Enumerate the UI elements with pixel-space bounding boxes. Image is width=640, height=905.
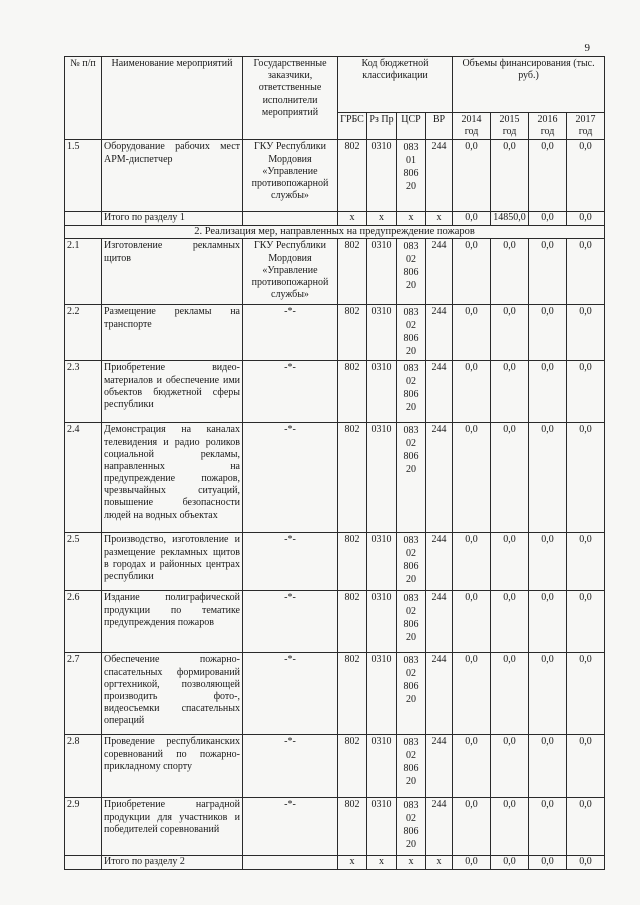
table-row xyxy=(65,361,605,423)
total-2016: 0,0 xyxy=(529,856,567,869)
row-rzpr: 0310 xyxy=(367,423,397,533)
row-2015: 0,0 xyxy=(491,239,529,305)
row-number: 2.1 xyxy=(65,239,102,305)
row-number: 2.8 xyxy=(65,735,102,798)
row-customer: -*- xyxy=(243,798,338,856)
section1-body xyxy=(65,140,605,212)
row-name: Приобретение наградной продукции для участников и победителей соревнований xyxy=(102,798,243,856)
header-budget-code: Код бюджетной классификации xyxy=(338,57,453,113)
row-name: Демонстрация на каналах телевидения и радио роликов социальной рекламы, направленных на предупреждение пожаров, чрезвычайных ситуаций, повышение безопасности людей на водных объектах xyxy=(102,423,243,533)
row-2016: 0,0 xyxy=(529,735,567,798)
total-2016: 0,0 xyxy=(529,212,567,225)
total-vr: x xyxy=(426,856,453,869)
row-2014: 0,0 xyxy=(453,305,491,361)
header-2016: 2016 год xyxy=(529,113,567,140)
table-row xyxy=(65,735,605,798)
row-2014: 0,0 xyxy=(453,653,491,735)
total-2014: 0,0 xyxy=(453,856,491,869)
row-vr: 244 xyxy=(426,305,453,361)
row-name: Издание полиграфической продукции по тематике предупреждения пожаров xyxy=(102,591,243,653)
row-2014: 0,0 xyxy=(453,591,491,653)
csr-code-part: 20 xyxy=(406,280,416,292)
row-rzpr: 0310 xyxy=(367,239,397,305)
row-csr xyxy=(397,140,426,212)
row-number: 2.7 xyxy=(65,653,102,735)
row-name: Размещение рекламы на транспорте xyxy=(102,305,243,361)
total-grbs: x xyxy=(338,856,367,869)
csr-code-part: 02 xyxy=(406,606,416,618)
row-name: Приобретение видео-материалов и обеспечение ими объектов бюджетной сферы республики xyxy=(102,361,243,423)
row-2015: 0,0 xyxy=(491,591,529,653)
row-rzpr: 0310 xyxy=(367,798,397,856)
csr-code-part: 806 xyxy=(403,681,419,693)
header-2014: 2014 год xyxy=(453,113,491,140)
row-2017: 0,0 xyxy=(567,239,605,305)
row-2017: 0,0 xyxy=(567,653,605,735)
csr-code-part: 02 xyxy=(406,376,416,388)
row-2014: 0,0 xyxy=(453,239,491,305)
row-csr xyxy=(397,653,426,735)
section2-title: 2. Реализация мер, направленных на предупреждение пожаров xyxy=(65,225,605,239)
row-2016: 0,0 xyxy=(529,305,567,361)
row-number: 2.6 xyxy=(65,591,102,653)
row-rzpr: 0310 xyxy=(367,361,397,423)
row-name: Обеспечение пожарно-спасательных формирований оргтехникой, позволяющей производить фото-, видеосъемки спасательных операций xyxy=(102,653,243,735)
row-rzpr: 0310 xyxy=(367,533,397,591)
total-row-2 xyxy=(65,856,605,869)
csr-code-part: 20 xyxy=(406,402,416,414)
row-vr: 244 xyxy=(426,239,453,305)
csr-code-part: 20 xyxy=(406,574,416,586)
row-2017: 0,0 xyxy=(567,798,605,856)
row-customer: -*- xyxy=(243,533,338,591)
csr-code-part: 20 xyxy=(406,839,416,851)
csr-code-part: 20 xyxy=(406,694,416,706)
row-vr: 244 xyxy=(426,798,453,856)
csr-code-part: 806 xyxy=(403,561,419,573)
csr-code-part: 083 xyxy=(403,655,419,667)
row-2016: 0,0 xyxy=(529,140,567,212)
total-vr: x xyxy=(426,212,453,225)
row-2015: 0,0 xyxy=(491,798,529,856)
csr-code-part: 083 xyxy=(403,307,419,319)
row-customer: -*- xyxy=(243,653,338,735)
row-2017: 0,0 xyxy=(567,735,605,798)
row-2014: 0,0 xyxy=(453,140,491,212)
row-2016: 0,0 xyxy=(529,239,567,305)
header-num: № п/п xyxy=(65,57,102,140)
total-rzpr: x xyxy=(367,856,397,869)
csr-code-part: 083 xyxy=(403,535,419,547)
row-vr: 244 xyxy=(426,423,453,533)
header-2015: 2015 год xyxy=(491,113,529,140)
row-2017: 0,0 xyxy=(567,140,605,212)
header-name: Наименование мероприятий xyxy=(102,57,243,140)
csr-code-part: 02 xyxy=(406,813,416,825)
row-2016: 0,0 xyxy=(529,533,567,591)
row-grbs: 802 xyxy=(338,653,367,735)
row-2015: 0,0 xyxy=(491,361,529,423)
row-2014: 0,0 xyxy=(453,423,491,533)
row-2016: 0,0 xyxy=(529,653,567,735)
table-row xyxy=(65,533,605,591)
row-2017: 0,0 xyxy=(567,305,605,361)
row-2014: 0,0 xyxy=(453,361,491,423)
row-number: 2.4 xyxy=(65,423,102,533)
csr-code-part: 083 xyxy=(403,241,419,253)
row-2016: 0,0 xyxy=(529,798,567,856)
row-number: 2.5 xyxy=(65,533,102,591)
row-customer: -*- xyxy=(243,305,338,361)
total1-body xyxy=(65,212,605,239)
csr-code-part: 02 xyxy=(406,750,416,762)
row-rzpr: 0310 xyxy=(367,140,397,212)
csr-code-part: 083 xyxy=(403,593,419,605)
csr-code-part: 806 xyxy=(403,389,419,401)
total2-body xyxy=(65,856,605,869)
row-csr xyxy=(397,798,426,856)
row-csr xyxy=(397,305,426,361)
total-grbs: x xyxy=(338,212,367,225)
row-csr xyxy=(397,239,426,305)
csr-code-part: 806 xyxy=(403,168,419,180)
total-2014: 0,0 xyxy=(453,212,491,225)
row-grbs: 802 xyxy=(338,533,367,591)
row-grbs: 802 xyxy=(338,735,367,798)
row-number: 2.2 xyxy=(65,305,102,361)
row-number: 1.5 xyxy=(65,140,102,212)
csr-code-part: 01 xyxy=(406,155,416,167)
header-2017: 2017 год xyxy=(567,113,605,140)
csr-code-part: 806 xyxy=(403,619,419,631)
csr-code-part: 20 xyxy=(406,776,416,788)
csr-code-part: 02 xyxy=(406,548,416,560)
row-name: Производство, изготовление и размещение рекламных щитов в городах и районных центрах республики xyxy=(102,533,243,591)
csr-code-part: 083 xyxy=(403,737,419,749)
row-customer: -*- xyxy=(243,591,338,653)
header-rzpr: Рз Пр xyxy=(367,113,397,140)
row-vr: 244 xyxy=(426,653,453,735)
total-row-1 xyxy=(65,212,605,225)
table-row xyxy=(65,140,605,212)
row-name: Изготовление рекламных щитов xyxy=(102,239,243,305)
row-number: 2.9 xyxy=(65,798,102,856)
csr-code-part: 02 xyxy=(406,668,416,680)
page-number: 9 xyxy=(584,42,590,54)
row-2015: 0,0 xyxy=(491,653,529,735)
csr-code-part: 806 xyxy=(403,763,419,775)
csr-code-part: 20 xyxy=(406,346,416,358)
table-row xyxy=(65,798,605,856)
total-2017: 0,0 xyxy=(567,856,605,869)
row-vr: 244 xyxy=(426,591,453,653)
row-csr xyxy=(397,361,426,423)
table-row xyxy=(65,239,605,305)
row-name: Оборудование рабочих мест АРМ-диспетчер xyxy=(102,140,243,212)
header-financing: Объемы финансирования (тыс. руб.) xyxy=(453,57,605,113)
csr-code-part: 02 xyxy=(406,438,416,450)
row-2015: 0,0 xyxy=(491,735,529,798)
row-csr xyxy=(397,533,426,591)
row-2017: 0,0 xyxy=(567,423,605,533)
total-2017: 0,0 xyxy=(567,212,605,225)
total-rzpr: x xyxy=(367,212,397,225)
row-2015: 0,0 xyxy=(491,423,529,533)
row-customer: -*- xyxy=(243,735,338,798)
row-2015: 0,0 xyxy=(491,305,529,361)
total-2015: 0,0 xyxy=(491,856,529,869)
row-2014: 0,0 xyxy=(453,533,491,591)
row-2016: 0,0 xyxy=(529,591,567,653)
total-label: Итого по разделу 2 xyxy=(102,856,243,869)
row-vr: 244 xyxy=(426,735,453,798)
csr-code-part: 806 xyxy=(403,333,419,345)
header-customers: Государственные заказчики, ответственные исполнители мероприятий xyxy=(243,57,338,140)
row-2017: 0,0 xyxy=(567,591,605,653)
csr-code-part: 20 xyxy=(406,464,416,476)
csr-code-part: 02 xyxy=(406,320,416,332)
total-csr: x xyxy=(397,212,426,225)
row-vr: 244 xyxy=(426,140,453,212)
row-grbs: 802 xyxy=(338,239,367,305)
table-row xyxy=(65,305,605,361)
csr-code-part: 083 xyxy=(403,800,419,812)
row-2015: 0,0 xyxy=(491,140,529,212)
header-vr: ВР xyxy=(426,113,453,140)
csr-code-part: 083 xyxy=(403,142,419,154)
row-2016: 0,0 xyxy=(529,361,567,423)
row-2014: 0,0 xyxy=(453,735,491,798)
row-number: 2.3 xyxy=(65,361,102,423)
row-grbs: 802 xyxy=(338,591,367,653)
row-customer: -*- xyxy=(243,423,338,533)
row-2014: 0,0 xyxy=(453,798,491,856)
csr-code-part: 02 xyxy=(406,254,416,266)
row-csr xyxy=(397,591,426,653)
row-grbs: 802 xyxy=(338,140,367,212)
row-2015: 0,0 xyxy=(491,533,529,591)
row-customer: -*- xyxy=(243,361,338,423)
section-title-row xyxy=(65,225,605,239)
row-name: Проведение республиканских соревнований по пожарно-прикладному спорту xyxy=(102,735,243,798)
csr-code-part: 806 xyxy=(403,826,419,838)
total-2015: 14850,0 xyxy=(491,212,529,225)
row-grbs: 802 xyxy=(338,423,367,533)
table-row xyxy=(65,423,605,533)
total-label: Итого по разделу 1 xyxy=(102,212,243,225)
row-grbs: 802 xyxy=(338,305,367,361)
row-rzpr: 0310 xyxy=(367,735,397,798)
row-rzpr: 0310 xyxy=(367,653,397,735)
row-rzpr: 0310 xyxy=(367,305,397,361)
section2-body xyxy=(65,239,605,856)
row-grbs: 802 xyxy=(338,361,367,423)
row-grbs: 802 xyxy=(338,798,367,856)
row-vr: 244 xyxy=(426,361,453,423)
csr-code-part: 806 xyxy=(403,451,419,463)
csr-code-part: 083 xyxy=(403,425,419,437)
row-2017: 0,0 xyxy=(567,533,605,591)
csr-code-part: 806 xyxy=(403,267,419,279)
row-rzpr: 0310 xyxy=(367,591,397,653)
row-csr xyxy=(397,735,426,798)
csr-code-part: 20 xyxy=(406,181,416,193)
row-customer: ГКУ Республики Мордовия «Управление противопожарной службы» xyxy=(243,239,338,305)
row-customer: ГКУ Республики Мордовия «Управление противопожарной службы» xyxy=(243,140,338,212)
csr-code-part: 083 xyxy=(403,363,419,375)
header-csr: ЦСР xyxy=(397,113,426,140)
csr-code-part: 20 xyxy=(406,632,416,644)
total-csr: x xyxy=(397,856,426,869)
row-csr xyxy=(397,423,426,533)
row-vr: 244 xyxy=(426,533,453,591)
table-row xyxy=(65,591,605,653)
budget-table xyxy=(64,56,605,870)
table-row xyxy=(65,653,605,735)
header-grbs: ГРБС xyxy=(338,113,367,140)
row-2017: 0,0 xyxy=(567,361,605,423)
row-2016: 0,0 xyxy=(529,423,567,533)
